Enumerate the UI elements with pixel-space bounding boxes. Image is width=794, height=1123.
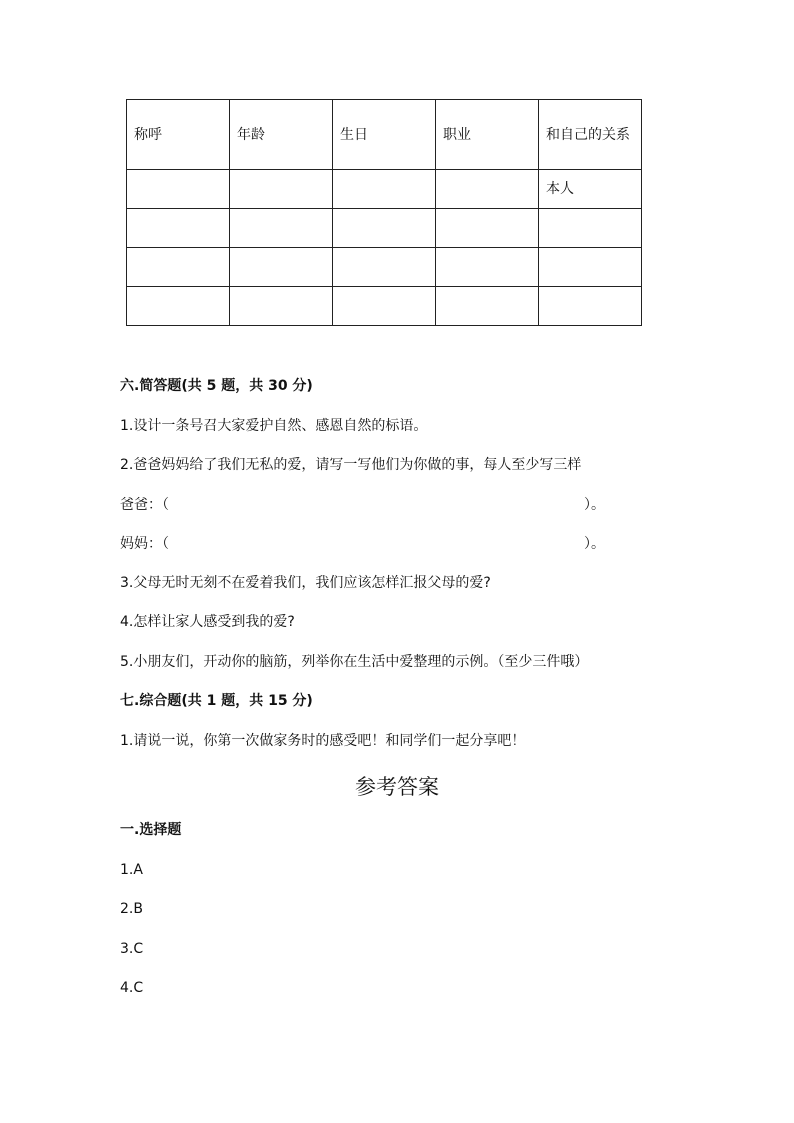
table-cell[interactable] — [230, 287, 333, 326]
answer-item: 2.B — [120, 901, 143, 917]
table-cell[interactable] — [333, 170, 436, 209]
table-cell[interactable] — [127, 248, 230, 287]
table-cell[interactable] — [436, 170, 539, 209]
table-row — [127, 248, 642, 287]
table-cell[interactable] — [127, 209, 230, 248]
question-7-1: 1.请说一说，你第一次做家务时的感受吧！和同学们一起分享吧！ — [120, 733, 526, 749]
table-cell[interactable] — [230, 209, 333, 248]
answers-section1-heading: 一.选择题 — [120, 822, 182, 838]
table-cell[interactable] — [539, 248, 642, 287]
dad-answer-close: ）。 — [584, 497, 605, 513]
answer-item: 3.C — [120, 941, 144, 957]
answers-title: 参考答案 — [355, 775, 439, 799]
table-cell: 本人 — [539, 170, 642, 209]
table-cell[interactable] — [127, 170, 230, 209]
table-cell[interactable] — [333, 209, 436, 248]
dad-answer-label: 爸爸：（ — [120, 497, 169, 513]
table-row — [127, 287, 642, 326]
table-cell[interactable] — [230, 170, 333, 209]
table-row — [127, 170, 642, 209]
header-cell-job: 职业 — [436, 100, 539, 170]
header-cell-title: 称呼 — [127, 100, 230, 170]
mom-answer-close: ）。 — [584, 536, 605, 552]
table-cell[interactable] — [436, 209, 539, 248]
table-cell[interactable] — [333, 287, 436, 326]
header-cell-birthday: 生日 — [333, 100, 436, 170]
answer-item: 1.A — [120, 862, 143, 878]
section7-heading: 七.综合题(共 1 题，共 15 分) — [120, 693, 313, 709]
answer-item: 4.C — [120, 980, 144, 996]
section6-heading: 六.简答题(共 5 题，共 30 分) — [120, 378, 313, 394]
question-6-5: 5.小朋友们，开动你的脑筋，列举你在生活中爱整理的示例。（至少三件哦） — [120, 654, 589, 670]
table-cell[interactable] — [333, 248, 436, 287]
question-6-2: 2.爸爸妈妈给了我们无私的爱，请写一写他们为你做的事，每人至少写三样 — [120, 457, 582, 473]
family-info-table — [126, 99, 642, 326]
table-cell[interactable] — [436, 248, 539, 287]
table-header-row — [127, 100, 642, 170]
table-cell[interactable] — [539, 287, 642, 326]
header-cell-relation: 和自己的关系 — [539, 100, 642, 170]
table-cell[interactable] — [539, 209, 642, 248]
question-6-1: 1.设计一条号召大家爱护自然、感恩自然的标语。 — [120, 418, 428, 434]
mom-answer-label: 妈妈：（ — [120, 536, 169, 552]
question-6-3: 3.父母无时无刻不在爱着我们，我们应该怎样汇报父母的爱? — [120, 575, 491, 591]
table-cell[interactable] — [127, 287, 230, 326]
table-cell[interactable] — [436, 287, 539, 326]
question-6-4: 4.怎样让家人感受到我的爱? — [120, 614, 295, 630]
header-cell-age: 年龄 — [230, 100, 333, 170]
table-cell[interactable] — [230, 248, 333, 287]
table-row — [127, 209, 642, 248]
